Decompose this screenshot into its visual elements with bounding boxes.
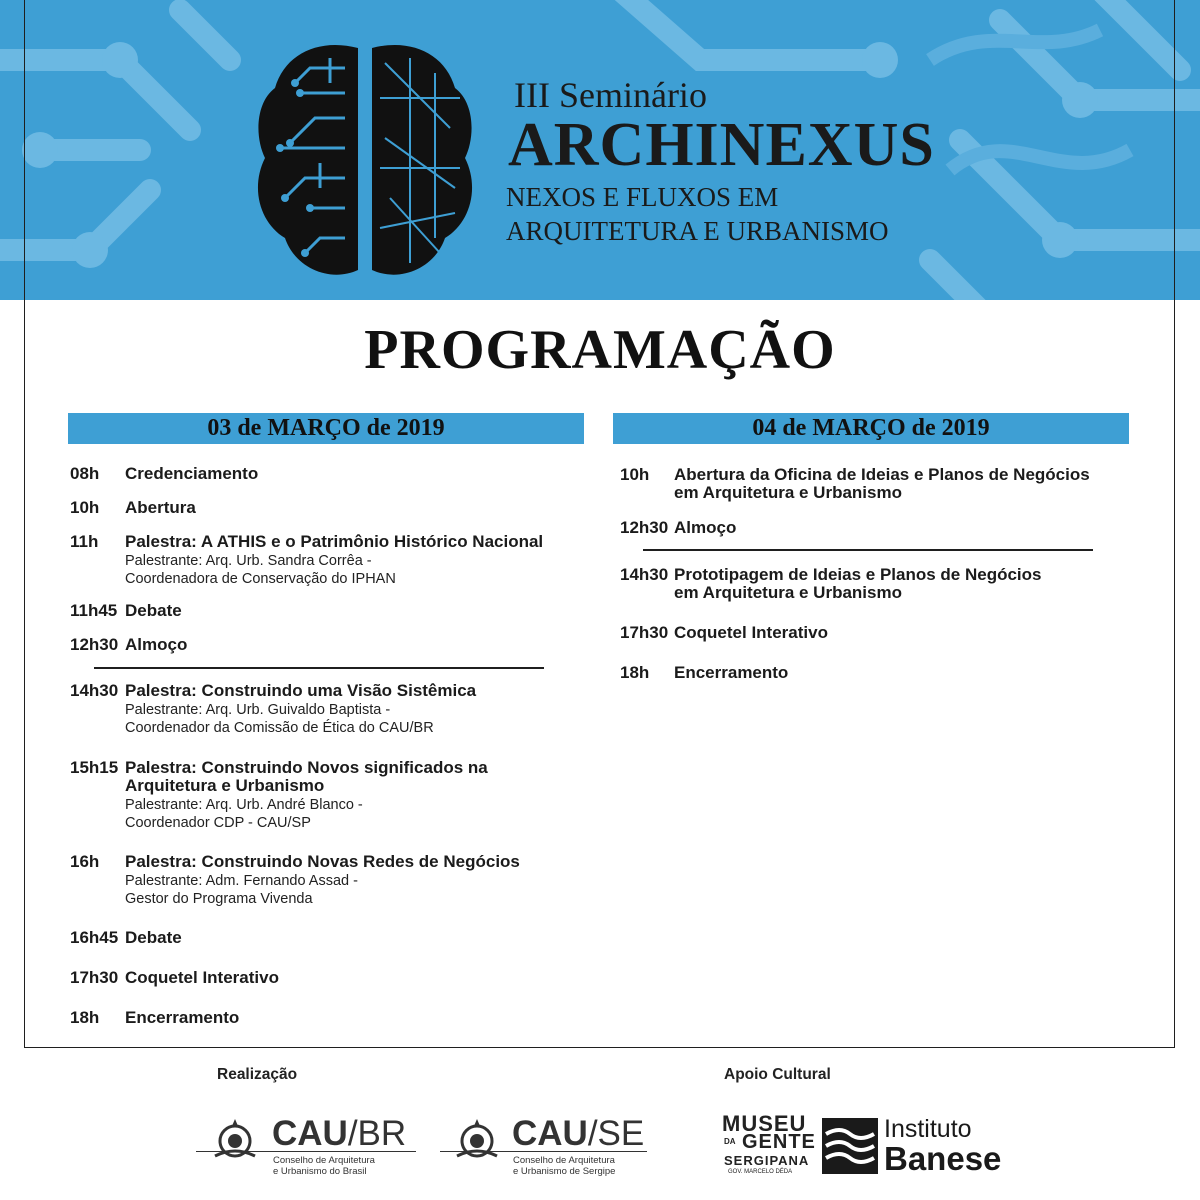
apoio-cultural-label: Apoio Cultural [724, 1066, 831, 1083]
item-speaker: Palestrante: Arq. Urb. Sandra Corrêa - [125, 553, 372, 569]
museu-gov-text: GOV. MARCELO DÉDA [728, 1169, 793, 1175]
item-time: 16h45 [70, 928, 119, 947]
item-time: 11h45 [70, 601, 118, 620]
item-label-continued: Arquitetura e Urbanismo [125, 776, 325, 795]
item-time: 11h [70, 532, 99, 551]
item-time: 15h15 [70, 758, 119, 777]
cau-br-name: CAU/BR [272, 1114, 407, 1153]
item-time: 18h [70, 1008, 100, 1027]
banese-instituto-text: Instituto [884, 1115, 972, 1143]
item-speaker-role: Coordenador da Comissão de Ética do CAU/BR [125, 720, 434, 736]
item-label: Encerramento [674, 663, 789, 682]
item-label-continued: em Arquitetura e Urbanismo [674, 483, 902, 502]
cau-se-name: CAU/SE [512, 1114, 645, 1153]
item-speaker-role: Gestor do Programa Vivenda [125, 891, 313, 907]
item-label-continued: em Arquitetura e Urbanismo [674, 583, 902, 602]
item-label: Abertura [125, 498, 196, 517]
realizacao-label: Realização [217, 1066, 298, 1083]
item-label: Palestra: Construindo Novas Redes de Negócios [125, 852, 520, 871]
item-label: Palestra: Construindo uma Visão Sistêmica [125, 681, 477, 700]
item-speaker: Palestrante: Adm. Fernando Assad - [125, 873, 358, 889]
item-time: 14h30 [70, 681, 119, 700]
sergipana-text: SERGIPANA [724, 1153, 810, 1168]
item-label: Almoço [125, 635, 188, 654]
item-time: 12h30 [620, 518, 669, 537]
page-title: PROGRAMAÇÃO [364, 319, 836, 381]
coat-of-arms-icon [210, 1116, 260, 1166]
item-label: Debate [125, 601, 182, 620]
day2-date-bar: 04 de MARÇO de 2019 [613, 413, 1129, 444]
event-name: ARCHINEXUS [508, 111, 935, 179]
item-speaker: Palestrante: Arq. Urb. André Blanco - [125, 797, 363, 813]
item-label: Coquetel Interativo [674, 623, 828, 642]
item-time: 16h [70, 852, 100, 871]
banese-name-text: Banese [884, 1140, 1002, 1177]
item-speaker-role: Coordenadora de Conservação do IPHAN [125, 571, 396, 587]
cau-br-description: Conselho de Arquitetura e Urbanismo do Brasil [273, 1155, 375, 1177]
item-time: 10h [70, 498, 100, 517]
day1-date-bar: 03 de MARÇO de 2019 [68, 413, 584, 444]
gente-text: GENTE [742, 1131, 816, 1153]
event-subtitle-line1: NEXOS E FLUXOS EM [506, 182, 779, 212]
item-label: Palestra: A ATHIS e o Patrimônio Histórico Nacional [125, 532, 544, 551]
lunch-divider [94, 667, 544, 669]
item-label: Debate [125, 928, 182, 947]
item-label: Credenciamento [125, 464, 259, 483]
item-speaker: Palestrante: Arq. Urb. Guivaldo Baptista - [125, 702, 391, 718]
item-time: 10h [620, 465, 650, 484]
item-time: 14h30 [620, 565, 669, 584]
museu-text: MUSEU [722, 1111, 807, 1136]
item-label: Encerramento [125, 1008, 240, 1027]
item-time: 17h30 [70, 968, 119, 987]
item-label: Palestra: Construindo Novos significados na [125, 758, 488, 777]
item-time: 17h30 [620, 623, 669, 642]
seminar-edition: III Seminário [514, 75, 707, 115]
museu-da-text: DA [724, 1137, 736, 1146]
coat-of-arms-icon [452, 1116, 502, 1166]
item-time: 18h [620, 663, 650, 682]
lunch-divider [643, 549, 1093, 551]
cau-se-description: Conselho de Arquitetura e Urbanismo de Sergipe [513, 1155, 616, 1177]
item-label: Almoço [674, 518, 737, 537]
item-label: Prototipagem de Ideias e Planos de Negócios [674, 565, 1042, 584]
item-time: 12h30 [70, 635, 119, 654]
item-time: 08h [70, 464, 100, 483]
banese-wave-icon [822, 1118, 878, 1174]
item-speaker-role: Coordenador CDP - CAU/SP [125, 815, 311, 831]
event-subtitle-line2: ARQUITETURA E URBANISMO [506, 216, 889, 246]
item-label: Abertura da Oficina de Ideias e Planos de Negócios [674, 465, 1090, 484]
item-label: Coquetel Interativo [125, 968, 279, 987]
